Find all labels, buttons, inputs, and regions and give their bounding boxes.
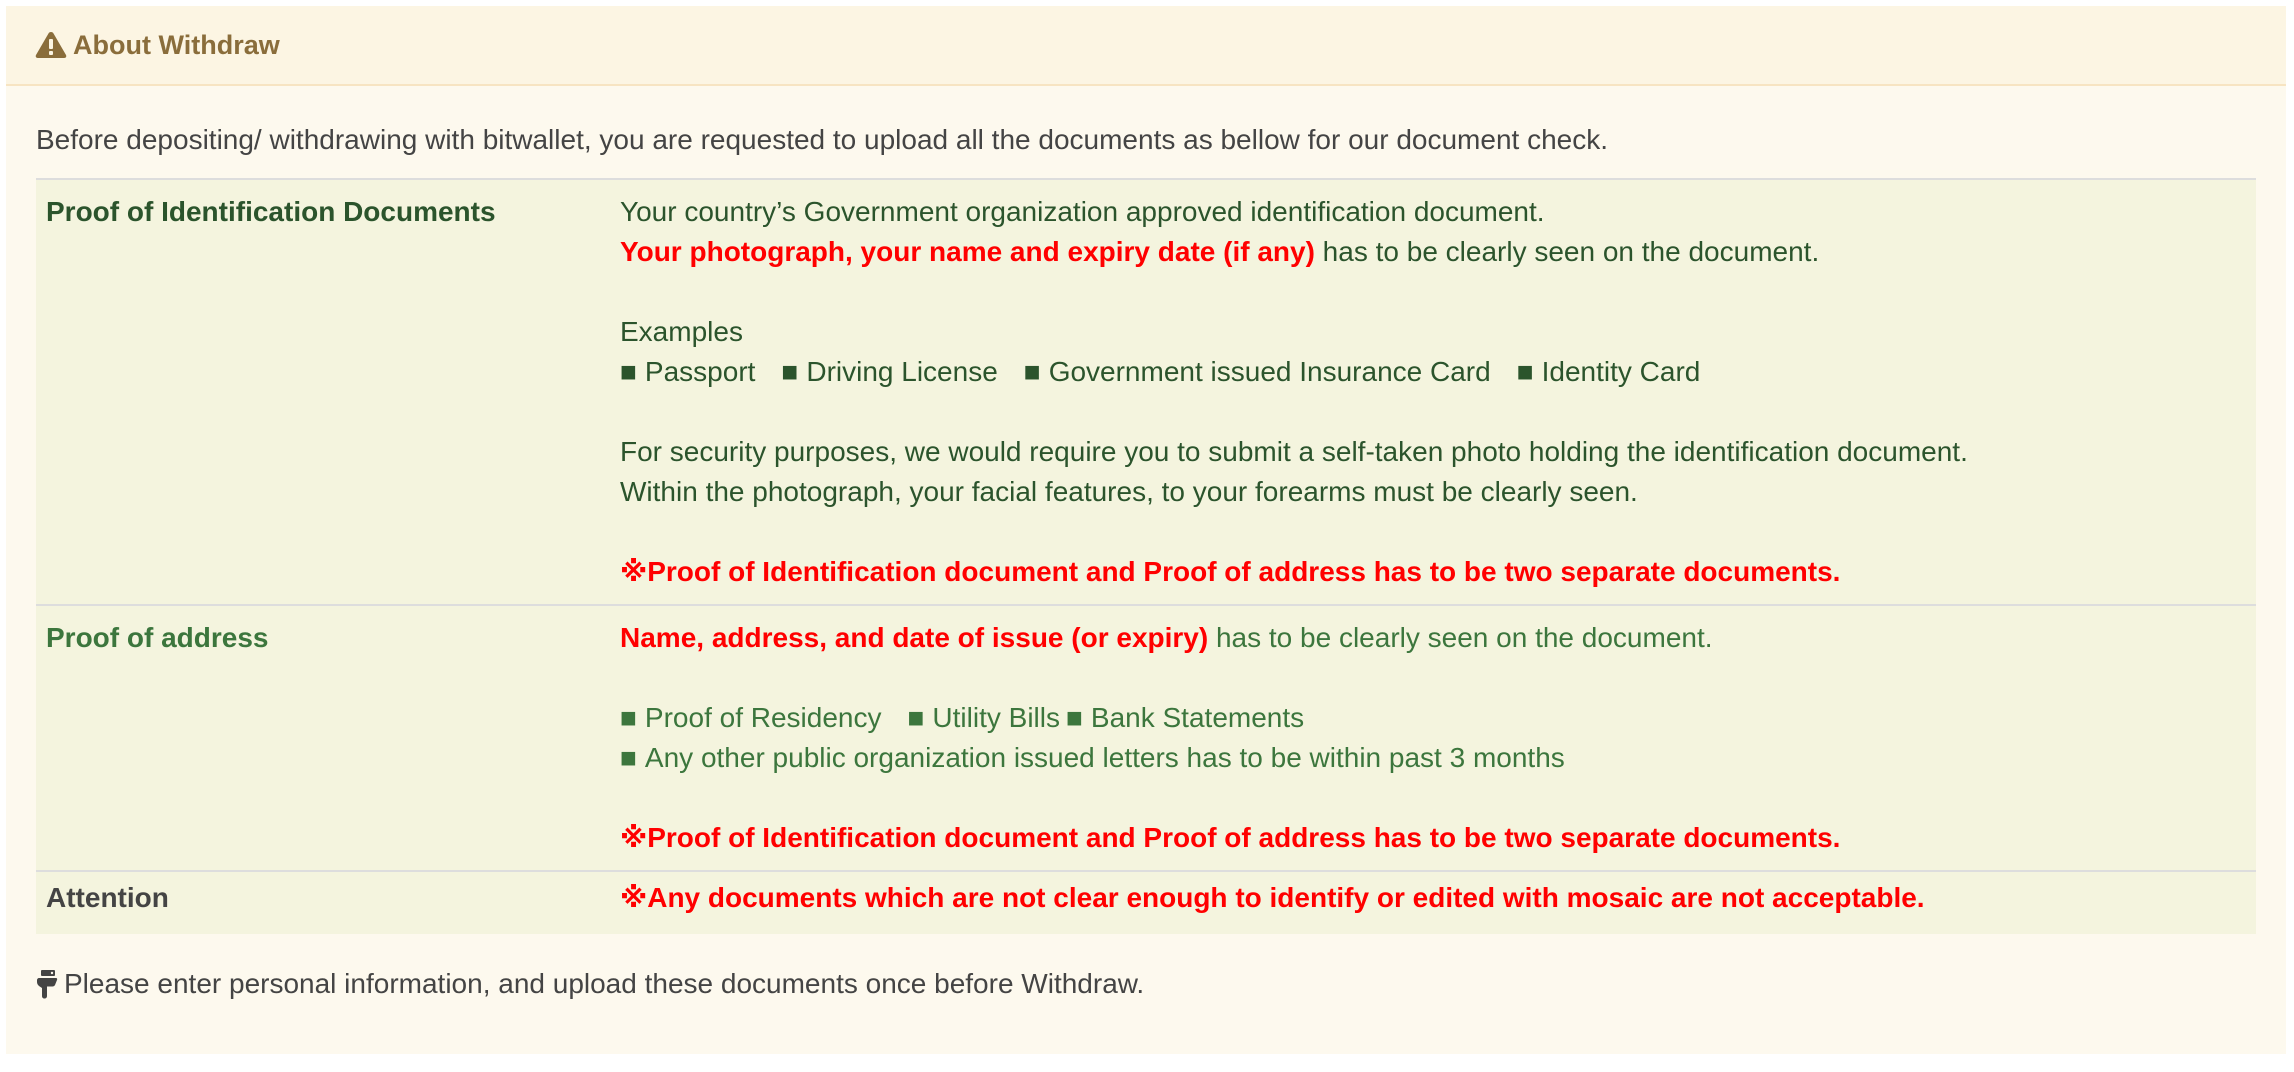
id-requirement-line: Your country’s Government organization approved identification document. bbox=[620, 196, 1545, 227]
panel-header bbox=[6, 6, 2286, 86]
intro-text: Before depositing/ withdrawing with bitwallet, you are requested to upload all the documents as bellow for our document check. bbox=[36, 124, 1609, 155]
row-content bbox=[610, 179, 2256, 605]
address-item: ■ Proof of Residency bbox=[620, 702, 882, 733]
square-bullet-icon: ■ bbox=[907, 702, 925, 733]
table-row-identification bbox=[36, 179, 2256, 605]
row-label: Attention bbox=[36, 871, 610, 934]
example-item: ■ Government issued Insurance Card bbox=[1023, 356, 1491, 387]
address-visibility-rest: has to be clearly seen on the document. bbox=[1208, 622, 1713, 653]
footer-note bbox=[36, 964, 1144, 1004]
address-items-list bbox=[620, 698, 2256, 738]
table-row-address bbox=[36, 605, 2256, 871]
square-bullet-icon: ■ bbox=[1516, 356, 1534, 387]
attention-note: ※Any documents which are not clear enough to identify or edited with mosaic are not acceptable. bbox=[610, 871, 2256, 934]
table-row-attention bbox=[36, 871, 2256, 934]
hand-pointing-down-icon bbox=[36, 969, 58, 999]
example-item: ■ Passport bbox=[620, 356, 756, 387]
id-visibility-line bbox=[620, 232, 2256, 272]
square-bullet-icon: ■ bbox=[781, 356, 799, 387]
square-bullet-icon: ■ bbox=[620, 356, 637, 387]
security-line-2: Within the photograph, your facial features, to your forearms must be clearly seen. bbox=[620, 476, 1638, 507]
square-bullet-icon: ■ bbox=[620, 702, 637, 733]
panel-title bbox=[35, 30, 280, 61]
square-bullet-icon: ■ bbox=[1023, 356, 1041, 387]
address-item: ■ Any other public organization issued letters has to be within past 3 months bbox=[620, 742, 1565, 773]
square-bullet-icon: ■ bbox=[1065, 702, 1083, 733]
id-visibility-rest: has to be clearly seen on the document. bbox=[1314, 236, 1820, 267]
footer-note-text: Please enter personal information, and upload these documents once before Withdraw. bbox=[64, 968, 1145, 999]
examples-list bbox=[620, 352, 2256, 392]
about-withdraw-panel bbox=[6, 6, 2286, 1054]
address-item: ■ Bank Statements bbox=[1065, 702, 1305, 733]
address-visibility-line bbox=[620, 618, 2256, 658]
required-documents-table bbox=[36, 178, 2256, 934]
separate-documents-note: ※Proof of Identification document and Proof of address has to be two separate documents. bbox=[620, 822, 1841, 853]
example-item: ■ Identity Card bbox=[1516, 356, 1701, 387]
address-item: ■ Utility Bills bbox=[907, 702, 1060, 733]
id-visibility-emphasis: Your photograph, your name and expiry date (if any) bbox=[620, 236, 1315, 267]
security-line-1: For security purposes, we would require you to submit a self-taken photo holding the identification document. bbox=[620, 436, 1968, 467]
row-label: Proof of Identification Documents bbox=[36, 179, 610, 605]
examples-label: Examples bbox=[620, 316, 743, 347]
separate-documents-note: ※Proof of Identification document and Proof of address has to be two separate documents. bbox=[620, 556, 1841, 587]
address-visibility-emphasis: Name, address, and date of issue (or expiry) bbox=[620, 622, 1209, 653]
row-content bbox=[610, 605, 2256, 871]
warning-triangle-icon bbox=[35, 31, 67, 59]
example-item: ■ Driving License bbox=[781, 356, 998, 387]
row-label: Proof of address bbox=[36, 605, 610, 871]
square-bullet-icon: ■ bbox=[620, 742, 637, 773]
panel-title-text: About Withdraw bbox=[73, 29, 280, 60]
